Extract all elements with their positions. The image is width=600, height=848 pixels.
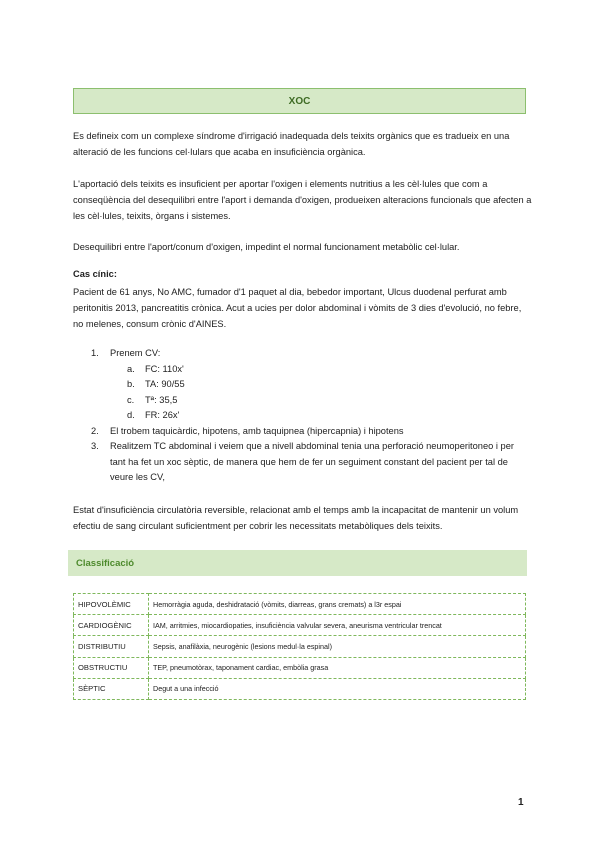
table-row	[74, 615, 526, 636]
case-paragraph: Pacient de 61 anys, No AMC, fumador d'1 paquet al dia, bebedor important, Ulcus duodenal perfurat amb peritonitis 2013, pancreatitis crònica. Acut a ucies per dolor abdominal i vòmits de 3 dies d'evolució, no febre, no melenes, consum crònic d'AINES.	[73, 287, 522, 329]
page-title: XOC	[73, 88, 526, 114]
list-item	[91, 439, 531, 486]
imbalance-paragraph: Desequilibri entre l'aport/conum d'oxigen, impedint el normal funcionament metabòlic cel·lular.	[73, 242, 460, 252]
shock-type-cell: CARDIOGÈNIC	[74, 615, 149, 636]
list-number: 1.	[91, 348, 99, 358]
list-letter: a.	[127, 363, 135, 374]
list-item	[91, 424, 531, 440]
list-letter: c.	[127, 394, 135, 405]
list-item	[127, 393, 531, 409]
table-row	[74, 636, 526, 657]
table-row	[74, 594, 526, 615]
list-text: Prenem CV:	[110, 348, 161, 358]
list-text: FC: 110x'	[145, 363, 184, 374]
list-letter: b.	[127, 379, 135, 389]
list-item	[127, 408, 531, 424]
list-number: 3.	[91, 441, 99, 451]
shock-type-cell: SÈPTIC	[74, 678, 149, 699]
list-number: 2.	[91, 425, 99, 436]
shock-causes-cell: Hemorràgia aguda, deshidratació (vòmits, diarreas, grans cremats) a l3r espai	[149, 594, 526, 615]
case-steps-list	[91, 346, 531, 486]
list-text: El trobem taquicàrdic, hipotens, amb taquipnea (hipercapnia) i hipotens	[110, 425, 404, 436]
shock-causes-cell: Degut a una infecció	[149, 678, 526, 699]
list-text: Realitzem TC abdominal i veiem que a nivell abdominal tenia una perforació neumoperitoneo i per tant ha fet un xoc sèptic, de manera que hem de fer un seguiment constant del pacient per tal de veure les CV,	[110, 441, 514, 482]
vitals-sublist	[127, 362, 531, 424]
list-item	[127, 377, 531, 393]
page-number: 1	[518, 797, 524, 808]
shock-causes-cell: Sepsis, anafilàxia, neurogènic (lesions medul·la espinal)	[149, 636, 526, 657]
list-text: FR: 26x'	[145, 410, 180, 420]
table-row	[74, 657, 526, 678]
shock-causes-cell: IAM, arritmies, miocardiopaties, insuficiència valvular severa, aneurisma ventricular trencat	[149, 615, 526, 636]
list-item	[91, 346, 531, 362]
case-title: Cas cínic:	[73, 269, 117, 279]
shock-type-cell: DISTRIBUTIU	[74, 636, 149, 657]
shock-type-cell: HIPOVOLÈMIC	[74, 594, 149, 615]
shock-causes-cell: TEP, pneumotòrax, taponament cardiac, embòlia grasa	[149, 657, 526, 678]
state-paragraph: Estat d'insuficiència circulatòria reversible, relacionat amb el temps amb la incapacitat de mantenir un volum efectiu de sang circulant suficientment per cobrir les necessitats metabòliques dels teixits.	[73, 505, 519, 531]
list-text: TA: 90/55	[145, 379, 185, 389]
list-letter: d.	[127, 410, 135, 420]
table-row	[74, 678, 526, 699]
shock-type-cell: OBSTRUCTIU	[74, 657, 149, 678]
list-item	[127, 362, 531, 378]
list-text: Tª: 35,5	[145, 394, 178, 405]
oxygen-supply-paragraph: L'aportació dels teixits es insuficient per aportar l'oxigen i elements nutritius a les cèl·lules que com a conseqüència del desequilibri entre l'aport i demanda d'oxigen, produeixen alteracions funcionals que afecten a les cèl·lules, teixits, òrgans i sistemes.	[73, 179, 532, 221]
classification-heading: Classificació	[68, 550, 527, 576]
classification-table	[73, 593, 526, 700]
definition-paragraph: Es defineix com un complexe síndrome d'irrigació inadequada dels teixits orgànics que es tradueix en una alteració de les funcions cel·lulars que acaba en insuficiència orgànica.	[73, 131, 510, 157]
